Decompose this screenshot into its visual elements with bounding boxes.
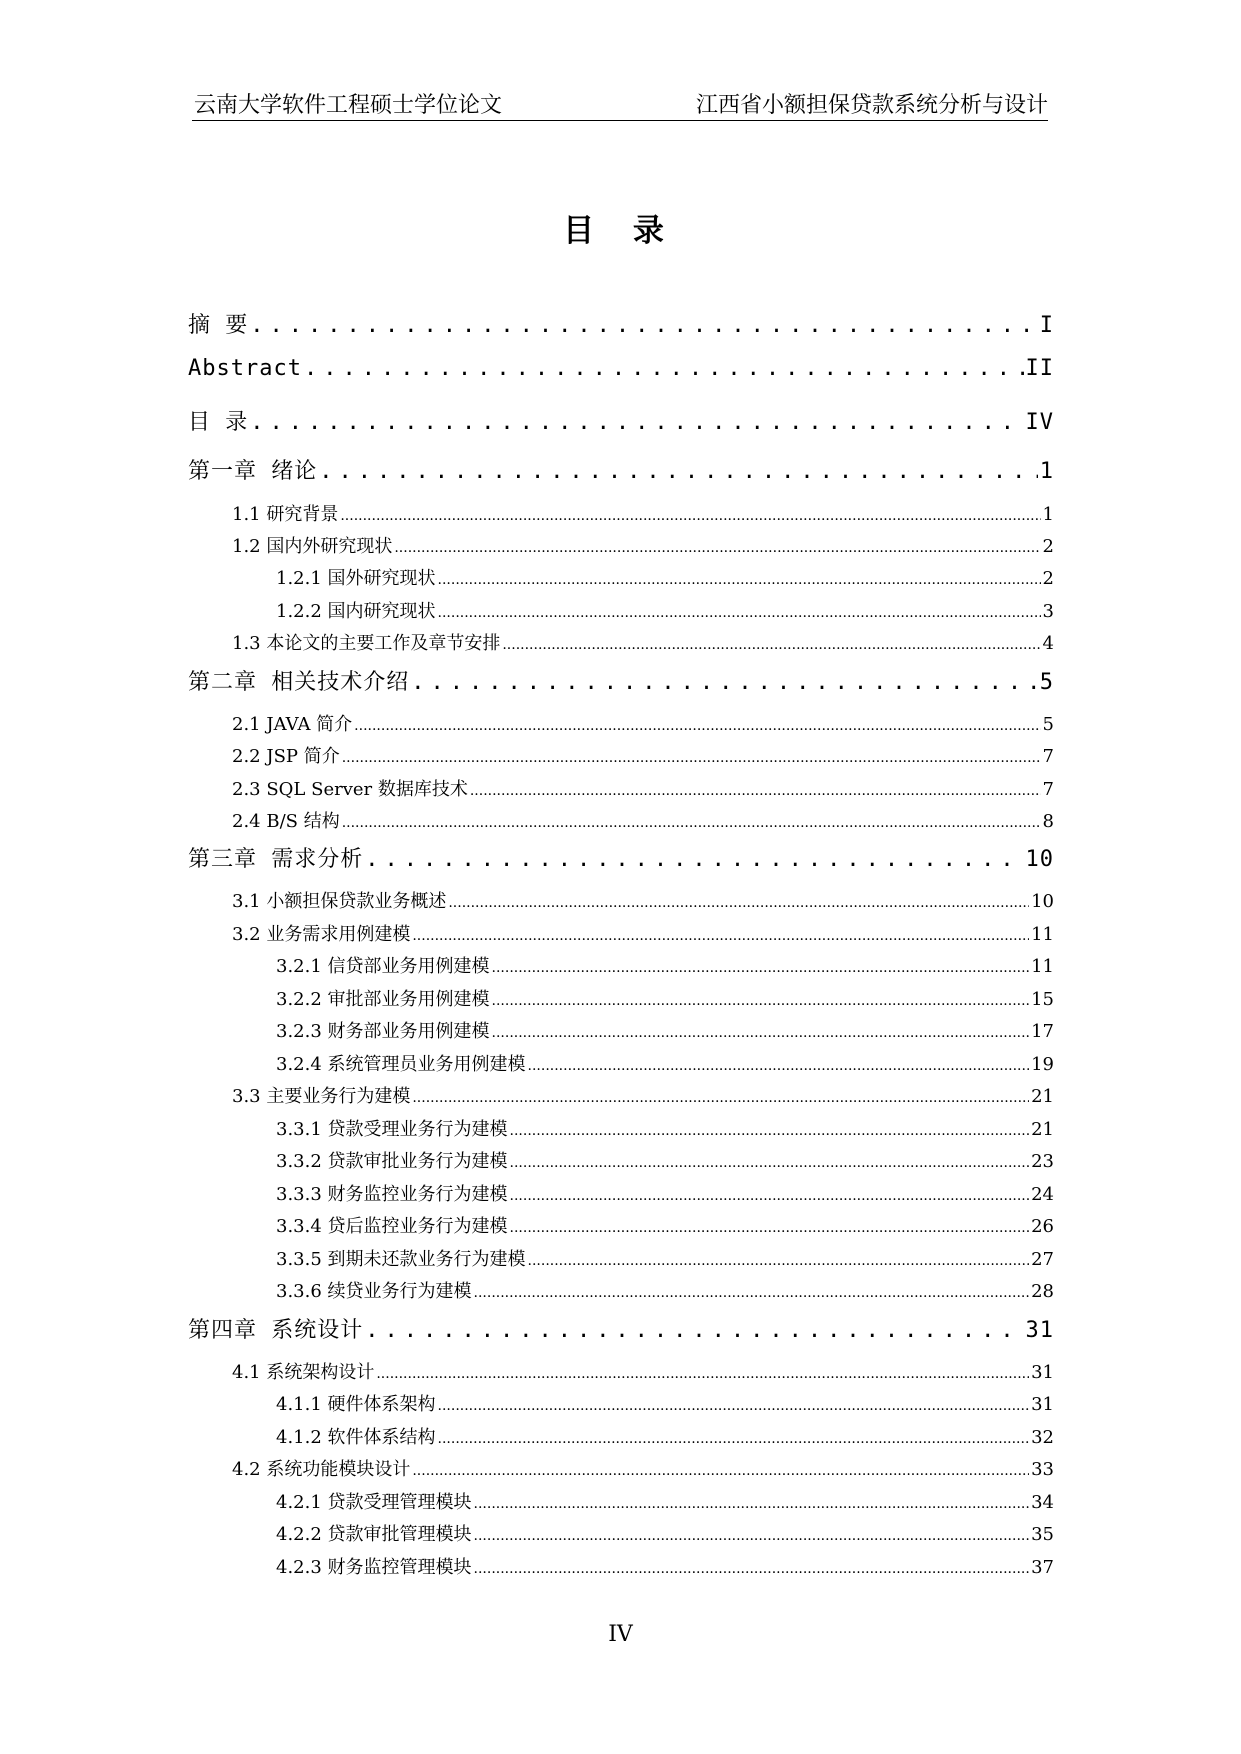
toc-entry[interactable] xyxy=(276,1553,1054,1579)
toc-entry[interactable] xyxy=(276,985,1054,1011)
toc-label: 第二章 相关技术介绍 xyxy=(188,670,410,695)
toc-label: 第三章 需求分析 xyxy=(188,847,364,872)
toc-leader xyxy=(250,410,1023,435)
header-right: 江西省小额担保贷款系统分析与设计 xyxy=(695,93,1048,118)
toc-page: 27 xyxy=(1031,1249,1054,1270)
toc-entry[interactable] xyxy=(232,775,1054,801)
toc-page: 21 xyxy=(1031,1119,1054,1140)
toc-label: 4.2.1 贷款受理管理模块 xyxy=(276,1492,472,1513)
toc-leader xyxy=(365,1318,1023,1343)
toc-label: 目 录 xyxy=(188,410,249,435)
toc-label: 3.2.1 信贷部业务用例建模 xyxy=(276,956,490,977)
toc-leader xyxy=(474,1557,1030,1578)
toc-entry[interactable] xyxy=(276,1423,1054,1449)
toc-page: 26 xyxy=(1031,1216,1054,1237)
toc-entry[interactable] xyxy=(232,1082,1054,1108)
toc-page: 10 xyxy=(1031,891,1054,912)
toc-leader xyxy=(502,633,1040,654)
toc-label: 4.2 系统功能模块设计 xyxy=(232,1459,411,1480)
toc-entry[interactable] xyxy=(232,500,1054,526)
toc-page: 28 xyxy=(1031,1281,1054,1302)
toc-entry[interactable] xyxy=(232,629,1054,655)
toc-leader xyxy=(376,1362,1029,1383)
toc-leader xyxy=(250,313,1038,338)
toc-leader xyxy=(394,536,1040,557)
toc-page: 15 xyxy=(1031,989,1054,1010)
toc-label: 3.3.1 贷款受理业务行为建模 xyxy=(276,1119,508,1140)
toc-label: 摘 要 xyxy=(188,313,249,338)
toc-leader xyxy=(340,504,1040,525)
toc-page: 37 xyxy=(1031,1557,1054,1578)
toc-leader xyxy=(510,1216,1030,1237)
toc-leader xyxy=(492,956,1030,977)
toc-page: 31 xyxy=(1031,1362,1054,1383)
running-header xyxy=(192,86,1048,121)
toc-page: 1 xyxy=(1042,504,1054,525)
toc-label: 1.2.2 国内研究现状 xyxy=(276,601,436,622)
toc-label: 1.2 国内外研究现状 xyxy=(232,536,393,557)
toc-page: 17 xyxy=(1031,1021,1054,1042)
toc-page: 31 xyxy=(1025,1318,1054,1343)
page-title: 目 录 xyxy=(563,213,678,249)
toc-leader xyxy=(492,1021,1030,1042)
toc-entry[interactable] xyxy=(276,952,1054,978)
toc-label: 1.1 研究背景 xyxy=(232,504,339,525)
toc-entry[interactable] xyxy=(276,1390,1054,1416)
toc-page: 21 xyxy=(1031,1086,1054,1107)
toc-label: 3.3.5 到期未还款业务行为建模 xyxy=(276,1249,526,1270)
toc-page: 35 xyxy=(1031,1524,1054,1545)
toc-entry[interactable] xyxy=(232,807,1054,833)
toc-page: 2 xyxy=(1042,536,1054,557)
toc-label: 3.3.6 续贷业务行为建模 xyxy=(276,1281,472,1302)
toc-entry[interactable] xyxy=(276,1180,1054,1206)
toc-label: 2.1 JAVA 简介 xyxy=(232,714,353,735)
toc-leader xyxy=(438,1427,1030,1448)
page-number: IV xyxy=(608,1622,633,1647)
toc-label: 3.1 小额担保贷款业务概述 xyxy=(232,891,447,912)
toc-label: 3.2.2 审批部业务用例建模 xyxy=(276,989,490,1010)
toc-label: 3.2.3 财务部业务用例建模 xyxy=(276,1021,490,1042)
toc-page: 8 xyxy=(1042,811,1054,832)
toc-leader xyxy=(319,459,1038,484)
toc-leader xyxy=(365,847,1023,872)
toc-leader xyxy=(474,1524,1030,1545)
toc-label: 2.4 B/S 结构 xyxy=(232,811,340,832)
toc-entry[interactable] xyxy=(276,1147,1054,1173)
toc-page: 10 xyxy=(1025,847,1054,872)
toc-entry[interactable] xyxy=(188,308,1054,339)
toc-leader xyxy=(474,1281,1030,1302)
toc-leader xyxy=(342,746,1041,767)
toc-page: 32 xyxy=(1031,1427,1054,1448)
toc-entry[interactable] xyxy=(276,1115,1054,1141)
toc-entry[interactable] xyxy=(276,1520,1054,1546)
toc-page: 34 xyxy=(1031,1492,1054,1513)
toc-leader xyxy=(354,714,1040,735)
toc-leader xyxy=(474,1492,1030,1513)
toc-page: 3 xyxy=(1042,601,1054,622)
toc-page: 7 xyxy=(1042,746,1054,767)
toc-page: I xyxy=(1039,313,1054,338)
toc-leader xyxy=(470,779,1041,800)
toc-leader xyxy=(448,891,1029,912)
toc-entry[interactable] xyxy=(232,1455,1054,1481)
toc-page: 7 xyxy=(1042,779,1054,800)
toc-page: 11 xyxy=(1031,924,1054,945)
toc-entry[interactable] xyxy=(232,742,1054,768)
toc-label: 3.3 主要业务行为建模 xyxy=(232,1086,411,1107)
toc-label: 4.1.2 软件体系结构 xyxy=(276,1427,436,1448)
toc-leader xyxy=(438,1394,1030,1415)
toc-label: 2.3 SQL Server 数据库技术 xyxy=(232,779,468,800)
toc-label: 4.2.3 财务监控管理模块 xyxy=(276,1557,472,1578)
toc-label: 第四章 系统设计 xyxy=(188,1318,364,1343)
toc-entry[interactable] xyxy=(188,1313,1054,1344)
toc-entry[interactable] xyxy=(232,532,1054,558)
toc-entry[interactable] xyxy=(276,1212,1054,1238)
toc-entry[interactable] xyxy=(276,564,1054,590)
toc-label: 4.2.2 贷款审批管理模块 xyxy=(276,1524,472,1545)
toc-entry[interactable] xyxy=(276,1245,1054,1271)
toc-page: 33 xyxy=(1031,1459,1054,1480)
toc-leader xyxy=(528,1054,1030,1075)
toc-page: 31 xyxy=(1031,1394,1054,1415)
toc-label: 3.3.3 财务监控业务行为建模 xyxy=(276,1184,508,1205)
toc-page: 11 xyxy=(1031,956,1054,977)
toc-leader xyxy=(342,811,1041,832)
toc-entry[interactable] xyxy=(232,887,1054,913)
toc-label: 第一章 绪论 xyxy=(188,459,318,484)
toc-entry[interactable] xyxy=(232,1358,1054,1384)
toc-leader xyxy=(528,1249,1030,1270)
toc-label: 2.2 JSP 简介 xyxy=(232,746,340,767)
toc-page: 23 xyxy=(1031,1151,1054,1172)
toc-label: 4.1 系统架构设计 xyxy=(232,1362,375,1383)
toc-leader xyxy=(510,1184,1030,1205)
toc-page: IV xyxy=(1025,410,1054,435)
toc-leader xyxy=(492,989,1030,1010)
toc-leader xyxy=(510,1151,1030,1172)
toc-label: 3.2.4 系统管理员业务用例建模 xyxy=(276,1054,526,1075)
toc-label: 4.1.1 硬件体系架构 xyxy=(276,1394,436,1415)
toc-entry[interactable] xyxy=(232,710,1054,736)
toc-label: 3.3.2 贷款审批业务行为建模 xyxy=(276,1151,508,1172)
toc-leader xyxy=(411,670,1038,695)
toc-entry[interactable] xyxy=(276,597,1054,623)
toc-label: 1.3 本论文的主要工作及章节安排 xyxy=(232,633,501,654)
toc-page: 1 xyxy=(1039,459,1054,484)
toc-leader xyxy=(438,568,1041,589)
toc-page: 19 xyxy=(1031,1054,1054,1075)
toc-entry[interactable] xyxy=(188,405,1054,436)
toc-label: Abstract xyxy=(188,356,302,381)
toc-entry[interactable] xyxy=(232,920,1054,946)
toc-entry[interactable] xyxy=(188,665,1054,696)
toc-label: 3.3.4 贷后监控业务行为建模 xyxy=(276,1216,508,1237)
toc-leader xyxy=(412,924,1029,945)
toc-leader xyxy=(412,1086,1029,1107)
toc-label: 1.2.1 国外研究现状 xyxy=(276,568,436,589)
toc-page: 4 xyxy=(1042,633,1054,654)
toc-leader xyxy=(438,601,1041,622)
toc-page: 5 xyxy=(1039,670,1054,695)
toc-entry[interactable] xyxy=(276,1050,1054,1076)
toc-entry[interactable] xyxy=(188,356,1054,381)
toc-entry[interactable] xyxy=(276,1277,1054,1303)
toc-entry[interactable] xyxy=(188,842,1054,873)
toc-page: 24 xyxy=(1031,1184,1054,1205)
toc-page: 5 xyxy=(1042,714,1054,735)
toc-leader xyxy=(304,356,1024,381)
toc-leader xyxy=(412,1459,1029,1480)
toc-entry[interactable] xyxy=(276,1017,1054,1043)
toc-page: II xyxy=(1025,356,1054,381)
toc-leader xyxy=(510,1119,1030,1140)
toc-entry[interactable] xyxy=(188,454,1054,485)
toc-entry[interactable] xyxy=(276,1488,1054,1514)
header-left: 云南大学软件工程硕士学位论文 xyxy=(194,93,503,118)
toc-page: 2 xyxy=(1042,568,1054,589)
toc-label: 3.2 业务需求用例建模 xyxy=(232,924,411,945)
